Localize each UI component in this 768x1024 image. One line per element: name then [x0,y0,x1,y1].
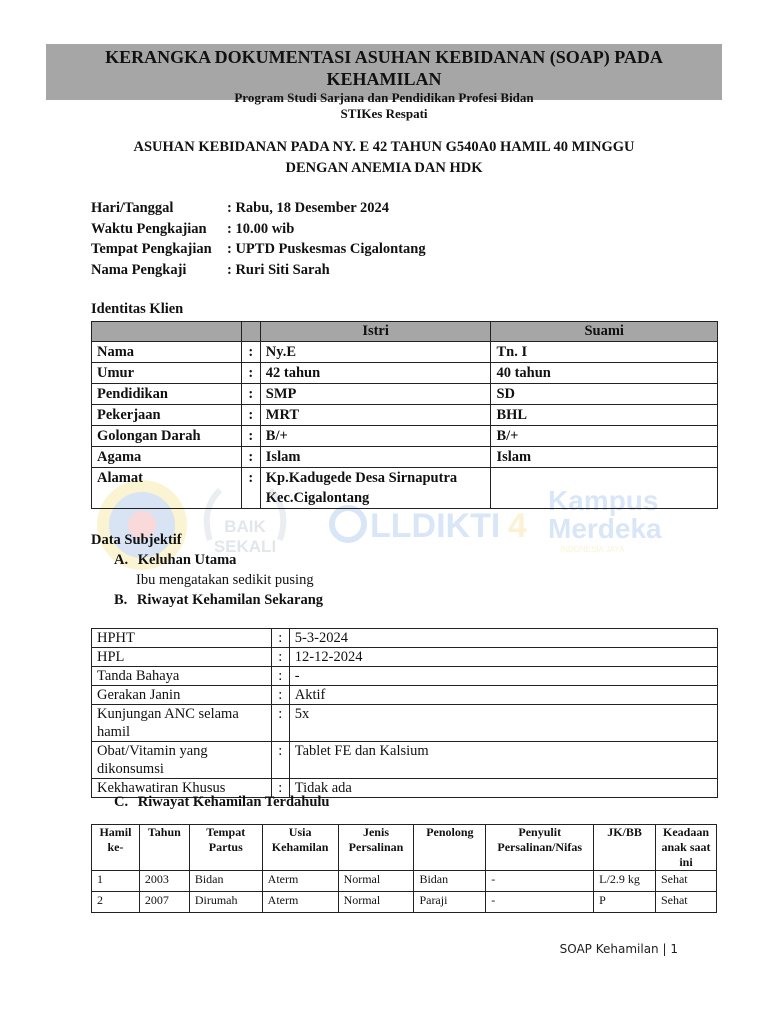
table-row [92,468,718,509]
row-label: HPL [92,648,272,667]
table-cell: - [486,892,594,913]
table-cell: L/2.9 kg [594,871,656,892]
row-value: 5x [289,705,717,742]
row-value: Aktif [289,686,717,705]
current-pregnancy-table [91,628,718,798]
colon: : [271,779,289,798]
column-header: Tahun [139,825,189,871]
header-program: Program Studi Sarjana dan Pendidikan Profesi Bidan [234,90,534,105]
column-header: Hamil ke- [92,825,140,871]
column-header: Keadaan anak saat ini [655,825,716,871]
subjective-section-title: Data Subjektif [91,532,182,548]
subsection-marker: B. [114,592,128,608]
row-label: Kunjungan ANC selama hamil [92,705,272,742]
svg-text:4: 4 [508,507,527,545]
row-label: Gerakan Janin [92,686,272,705]
row-label: Nama [92,342,242,363]
table-cell: Aterm [262,871,338,892]
table-cell: 2 [92,892,140,913]
subsection-marker: A. [114,552,129,568]
subsection-title: Keluhan Utama [137,552,237,568]
subsection-a [114,552,236,569]
table-row [92,892,717,913]
page-footer [560,942,678,956]
table-cell: Sehat [655,892,716,913]
info-label: Nama Pengkaji [91,262,187,279]
table-header-row [92,322,718,342]
colon: : [271,667,289,686]
row-label: HPHT [92,629,272,648]
column-header: Usia Kehamilan [262,825,338,871]
info-label: Tempat Pengkajian [91,241,212,258]
istri-value: Ny.E [260,342,491,363]
table-cell: Bidan [414,871,486,892]
svg-text:BAIK: BAIK [224,517,266,536]
address-line1: Kp.Kadugede Desa Sirnaputra [265,470,458,486]
colon: : [241,405,260,426]
table-cell: 2003 [139,871,189,892]
suami-value: B/+ [491,426,718,447]
colon: : [241,384,260,405]
row-value: 12-12-2024 [289,648,717,667]
table-row [92,871,717,892]
column-header: Penyulit Persalinan/Nifas [486,825,594,871]
colon: : [271,705,289,742]
colon: : [241,342,260,363]
table-header-empty [241,322,260,342]
table-cell: 2007 [139,892,189,913]
info-label: Hari/Tanggal [91,200,174,216]
suami-value: SD [491,384,718,405]
row-label: Umur [92,363,242,384]
row-label: Tanda Bahaya [92,667,272,686]
identity-section-title: Identitas Klien [91,301,184,317]
column-header-suami: Suami [491,322,718,342]
table-row [92,629,718,648]
table-row [92,363,718,384]
colon: : [241,447,260,468]
istri-value: MRT [260,405,491,426]
istri-value: SMP [260,384,491,405]
istri-value [260,468,491,509]
info-value: : Ruri Siti Sarah [227,262,330,279]
table-cell: 1 [92,871,140,892]
colon: : [271,648,289,667]
table-cell: Normal [338,892,414,913]
column-header: Jenis Persalinan [338,825,414,871]
document-title-line2: DENGAN ANEMIA DAN HDK [285,160,483,176]
colon: : [241,426,260,447]
header-title: KERANGKA DOKUMENTASI ASUHAN KEBIDANAN (SOAP) PADA KEHAMILAN [105,47,663,89]
row-label: Pekerjaan [92,405,242,426]
suami-value: Islam [491,447,718,468]
suami-value [491,468,718,509]
subsection-b [114,592,323,609]
table-cell: P [594,892,656,913]
footer-separator: | [662,942,667,956]
main-complaint-text: Ibu mengatakan sedikit pusing [136,572,314,588]
subsection-title: Riwayat Kehamilan Terdahulu [137,794,330,810]
table-cell: Dirumah [189,892,262,913]
svg-text:Merdeka: Merdeka [548,513,662,544]
table-row [92,384,718,405]
table-row [92,742,718,779]
subsection-title: Riwayat Kehamilan Sekarang [136,592,324,608]
table-cell: Bidan [189,871,262,892]
table-row [92,667,718,686]
table-row [92,686,718,705]
lldikti-logo [332,507,527,545]
table-cell: Paraji [414,892,486,913]
svg-text:LLDIKTI: LLDIKTI [370,507,501,545]
header-institution: STIKes Respati [340,106,428,121]
row-label: Obat/Vitamin yang dikonsumsi [92,742,272,779]
table-row [92,648,718,667]
suami-value: 40 tahun [491,363,718,384]
svg-text:INDONESIA JAYA: INDONESIA JAYA [560,545,625,554]
previous-pregnancy-table [91,824,717,913]
istri-value: Islam [260,447,491,468]
column-header-istri: Istri [260,322,491,342]
table-row [92,342,718,363]
info-value: : 10.00 wib [227,220,295,237]
colon: : [271,742,289,779]
colon: : [241,468,260,509]
document-header [46,44,722,121]
table-row [92,705,718,742]
column-header: Tempat Partus [189,825,262,871]
table-cell: Aterm [262,892,338,913]
info-value: : UPTD Puskesmas Cigalontang [227,241,426,258]
info-row-time [91,219,426,240]
istri-value: 42 tahun [260,363,491,384]
istri-value: B/+ [260,426,491,447]
row-label: Pendidikan [92,384,242,405]
table-header-empty [92,322,242,342]
table-cell: Sehat [655,871,716,892]
assessment-info [91,198,426,281]
suami-value: Tn. I [491,342,718,363]
row-label: Golongan Darah [92,426,242,447]
table-cell: Normal [338,871,414,892]
client-identity-table [91,321,718,509]
row-value: Tidak ada [289,779,717,798]
document-title [90,137,678,179]
footer-label: SOAP Kehamilan [559,942,659,956]
table-cell: - [486,871,594,892]
row-label: Kekhawatiran Khusus [92,779,272,798]
page-number: 1 [670,942,678,956]
info-row-assessor [91,260,426,281]
suami-value: BHL [491,405,718,426]
info-value: : Rabu, 18 Desember 2024 [227,200,390,216]
info-label: Waktu Pengkajian [91,220,207,237]
svg-text:Kampus: Kampus [548,485,659,516]
colon: : [271,629,289,648]
colon: : [271,686,289,705]
document-title-line1: ASUHAN KEBIDANAN PADA NY. E 42 TAHUN G540A0 HAMIL 40 MINGGU [133,139,635,155]
row-label: Alamat [92,468,242,509]
row-value: 5-3-2024 [289,629,717,648]
table-row [92,447,718,468]
column-header: Penolong [414,825,486,871]
address-line2: Kec.Cigalontang [265,490,370,506]
info-row-date [91,198,426,219]
subsection-marker: C. [114,794,129,810]
row-value: Tablet FE dan Kalsium [289,742,717,779]
table-header-row [92,825,717,871]
colon: : [241,363,260,384]
table-row [92,426,718,447]
svg-text:SEKALI: SEKALI [213,537,277,556]
row-label: Agama [92,447,242,468]
column-header: JK/BB [594,825,656,871]
row-value: - [289,667,717,686]
table-row [92,405,718,426]
subsection-c [114,794,330,811]
info-row-place [91,239,426,260]
